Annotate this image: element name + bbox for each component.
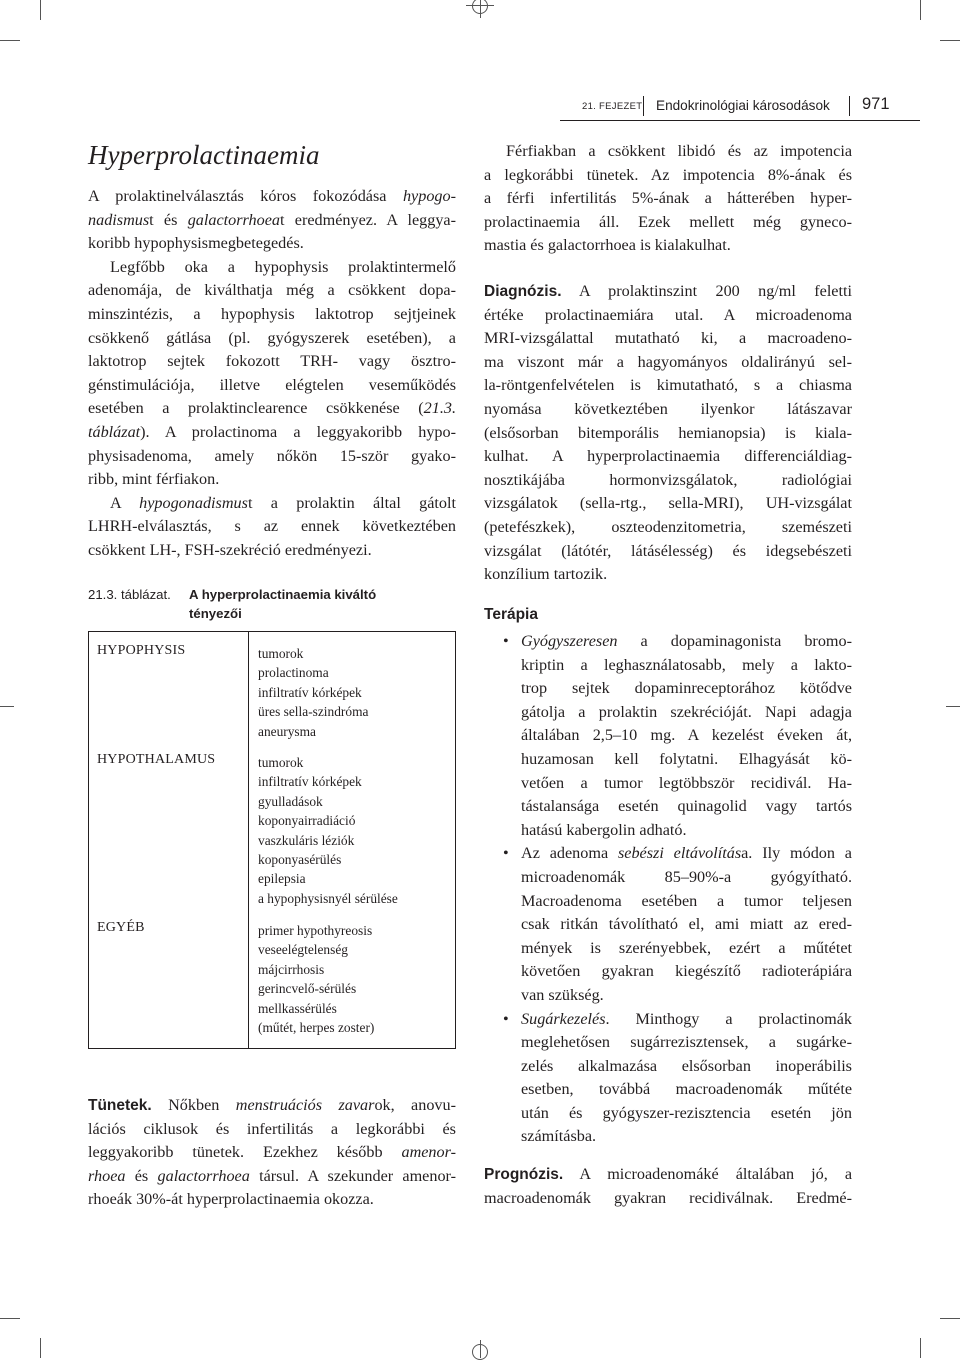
text-line: általában 2,5–10 mg. A kezelést éveken át, — [521, 726, 852, 745]
table-item: epilepsia — [258, 871, 306, 887]
table-items — [258, 644, 368, 741]
table-item: gyulladások — [258, 793, 323, 809]
text-line: trop sejtek dopaminreceptorához kötődve — [521, 679, 852, 698]
bullet-icon: • — [503, 844, 509, 863]
text-line: Gyógyszeresen a dopaminagonista bromo- — [521, 632, 852, 650]
symptoms-paragraph — [88, 1094, 456, 1212]
text-line: értéke prolactinaemiára utal. A microadenoma — [484, 305, 852, 324]
text-line: mények is szerényebbek, ezért a műtétet — [521, 938, 852, 957]
text-line: csökkent LH-, FSH-szekréció eredményezi. — [88, 540, 372, 559]
registration-line-top — [466, 5, 494, 6]
list-item — [484, 630, 852, 842]
text-line: csökkenő gátlása (pl. gyógyszerek esetében), a — [88, 328, 456, 347]
text-line: (elsősorban bitemporális hemianopsia) is kiala- — [484, 423, 852, 442]
text-line: minszintézis, a hypophysis laktotrop sejtjeinek — [88, 304, 456, 323]
therapy-list — [484, 630, 852, 1149]
header-rule — [560, 120, 920, 121]
text-line: Sugárkezelés. Minthogy a prolactinomák — [521, 1009, 852, 1028]
page-number: 971 — [862, 95, 890, 113]
text-line: a férfi infertilitás 5%-ának a hátterében hyper- — [484, 189, 852, 208]
text-line: táblázat). A prolactinoma a leggyakoribb hypo- — [88, 422, 456, 441]
text-line: rhoea és galactorrhoea társul. A szekunder amenor- — [88, 1166, 457, 1185]
crop-mark-bottom-right — [920, 1338, 921, 1358]
chapter-label: 21. FEJEZET — [582, 101, 643, 112]
text-line: meglehetősen sugárrezisztensek, a sugárke- — [521, 1033, 852, 1052]
registration-circle-top — [472, 0, 488, 14]
table-item: májcirrhosis — [258, 961, 325, 977]
running-header — [560, 92, 920, 122]
table-item: koponyasérülés — [258, 852, 342, 868]
table-item: koponyairradiáció — [258, 813, 356, 829]
text-line: MRI-vizsgálattal mutatható ki, a macroadeno- — [484, 329, 852, 348]
table-caption-title: A hyperprolactinaemia kiváltó — [189, 587, 377, 602]
table-item: prolactinoma — [258, 665, 329, 681]
table-item: infiltratív kórképek — [258, 684, 362, 700]
text-line: követően gyakran kiegészítő radioterápiára — [521, 962, 852, 981]
registration-mark-left — [0, 706, 14, 707]
factors-table — [88, 631, 456, 1049]
table-reference: táblázat — [88, 422, 141, 441]
left-column-text — [88, 185, 456, 563]
table-category: HYPOPHYSIS — [97, 643, 186, 658]
text-line: Prognózis. A microadenomáké általában jó, a — [484, 1165, 852, 1183]
table-column-divider — [248, 632, 249, 1048]
text-line: zelés alkalmazása elsősorban inoperábilis — [521, 1056, 852, 1075]
paragraph-3 — [88, 492, 456, 563]
table-item: veseelégtelenség — [258, 942, 348, 958]
prognosis-heading: Prognózis. — [484, 1166, 564, 1183]
text-line: Férfiakban a csökkent libidó és az impotencia — [506, 142, 852, 160]
text-line: Diagnózis. A prolaktinszint 200 ng/ml feletti — [484, 282, 852, 300]
crop-mark-top-right-h — [940, 40, 960, 41]
text-line: ma viszont már a hagyományos oldalirányú sel- — [484, 352, 852, 371]
table-item: infiltratív kórképek — [258, 774, 362, 790]
text-line: laktotrop sejtek fokozott TRH- vagy ösztro- — [88, 352, 456, 371]
text-line: nyomása következtében ilyenkor látászavar — [484, 399, 852, 418]
text-line: számításba. — [521, 1127, 597, 1146]
chapter-title: Endokrinológiai károsodások — [656, 98, 830, 113]
table-reference: 21.3. — [423, 399, 456, 418]
crop-mark-bottom-left-h — [0, 1318, 20, 1319]
table-item: a hypophysisnyél sérülése — [258, 890, 398, 906]
text-line: után és gyógyszer-rezisztencia esetén jön — [521, 1103, 852, 1122]
text-line: esetében a prolaktinclearence csökkenése (21.3. — [88, 399, 456, 418]
crop-mark-top-right — [920, 0, 921, 20]
text-line: microadenomák 85–90%-a gyógyítható. — [521, 867, 852, 886]
text-line: physisadenoma, amely nőkön 15-ször gyako- — [88, 446, 456, 465]
text-line: hatású kabergolin adható. — [521, 820, 687, 839]
text-line: koribb hypophysismegbetegedés. — [88, 234, 304, 253]
text-line: la-röntgenfelvételen is kimutatható, s a chiasma — [484, 376, 852, 395]
crop-mark-top-left-h — [0, 40, 20, 41]
table-item: (műtét, herpes zoster) — [258, 1020, 375, 1036]
text-line: génstimulációja, illetve elégtelen veseműködés — [88, 375, 456, 394]
diagnosis-paragraph — [484, 280, 852, 587]
paragraph-2 — [88, 256, 456, 492]
text-line: kriptin a leghasználatosabb, mely a lakto- — [521, 655, 852, 674]
table-item: primer hypothyreosis — [258, 923, 373, 938]
table-item: tumorok — [258, 646, 304, 661]
table-item: aneurysma — [258, 723, 317, 739]
list-item — [484, 1008, 852, 1150]
registration-mark-right — [946, 706, 960, 707]
text-line: vizsgálat (látótér, látásélesség) és idegsebészeti — [484, 541, 852, 560]
prognosis-paragraph — [484, 1163, 852, 1210]
text-line: prolactinaemia áll. Ezek mellett még gyneco- — [484, 212, 852, 231]
table-items — [258, 921, 374, 1037]
text-line: vizsgálatok (sella-rtg., sella-MRI), UH-vizsgálat — [484, 494, 852, 513]
list-item — [484, 842, 852, 1007]
table-item: vaszkuláris léziók — [258, 832, 355, 848]
table-category: HYPOTHALAMUS — [97, 752, 216, 767]
crop-mark-bottom-right-h — [940, 1318, 960, 1319]
therapy-heading: Terápia — [484, 606, 538, 623]
section-title: Hyperprolactinaemia — [88, 140, 320, 170]
text-line: nadismust és galactorrhoeat eredményez. A leggya- — [88, 210, 456, 229]
text-line: a legkorábbi tünetek. Az impotencia 8%-ának és — [484, 165, 852, 184]
text-line: vetően a tumor legtöbbször recidivál. Ha- — [521, 773, 852, 792]
crop-mark-bottom-left — [40, 1338, 41, 1358]
table-caption-title-2: tényezői — [189, 606, 242, 621]
text-line: konzílium tartozik. — [484, 565, 608, 584]
text-line: lációs ciklusok és infertilitás a legkorábbi és — [88, 1119, 456, 1138]
table-item: gerincvelő-sérülés — [258, 981, 357, 997]
text-line: leggyakoribb tünetek. Ezekhez később amenor- — [88, 1143, 456, 1162]
bullet-icon: • — [503, 1009, 509, 1028]
text-line: macroadenomák gyakran recidiválnak. Eredmé- — [484, 1188, 852, 1207]
table-item: tumorok — [258, 755, 304, 770]
table-category: EGYÉB — [97, 920, 145, 935]
header-divider — [643, 96, 644, 116]
text-line: ribb, mint férfiakon. — [88, 470, 220, 489]
text-line: LHRH-elválasztás, s az ennek következtében — [88, 517, 456, 536]
text-line: Tünetek. Nőkben menstruációs zavarok, anovu- — [88, 1096, 457, 1114]
text-line: van szükség. — [521, 985, 604, 1004]
paragraph-1 — [88, 185, 456, 256]
table-caption — [88, 587, 458, 627]
table-caption-number: 21.3. táblázat. — [88, 587, 171, 602]
symptoms-heading: Tünetek. — [88, 1097, 152, 1114]
text-line: csak ritkán távolítható el, ami miatt az ered- — [521, 915, 852, 934]
text-line: A hypogonadismust a prolaktin által gátolt — [110, 493, 457, 512]
bullet-icon: • — [503, 632, 509, 650]
text-line: adenomája, de kiválthatja még a csökkent dopa- — [88, 281, 456, 300]
text-line: mastia és galactorrhoea is kialakulhat. — [484, 236, 731, 255]
table-item: mellkassérülés — [258, 1000, 337, 1016]
text-line: gátolja a prolaktin szekrécióját. Napi adagja — [521, 702, 852, 721]
text-line: Az adenoma sebészi eltávolítása. Ily módon a — [521, 844, 852, 863]
table-item: üres sella-szindróma — [258, 704, 369, 720]
text-line: huzamosan kell folytatni. Elhagyását kö- — [521, 749, 852, 768]
header-divider-2 — [849, 96, 850, 116]
right-intro-paragraph — [484, 140, 852, 258]
table-items — [258, 753, 398, 908]
text-line: nosztikájába hormonvizsgálatok, radiológiai — [484, 470, 852, 489]
text-line: A prolaktinelválasztás kóros fokozódása hypogo- — [88, 187, 456, 205]
text-line: (petefészkek), oszteodenzitometria, szemészeti — [484, 517, 852, 536]
text-line: esetben, továbbá macroadenomák műtéte — [521, 1080, 852, 1099]
text-line: Legfőbb oka a hypophysis prolaktintermelő — [110, 257, 456, 276]
diagnosis-heading: Diagnózis. — [484, 283, 562, 300]
text-line: rhoeák 30%-át hyperprolactinaemia okozza. — [88, 1190, 374, 1209]
crop-mark-top-left — [40, 0, 41, 20]
text-line: tástalansága esetén quinagolid vagy tartós — [521, 797, 852, 816]
text-line: kulhat. A hyperprolactinaemia differenciáldiag- — [484, 447, 852, 466]
text-line: Macroadenoma esetében a tumor teljesen — [521, 891, 852, 910]
